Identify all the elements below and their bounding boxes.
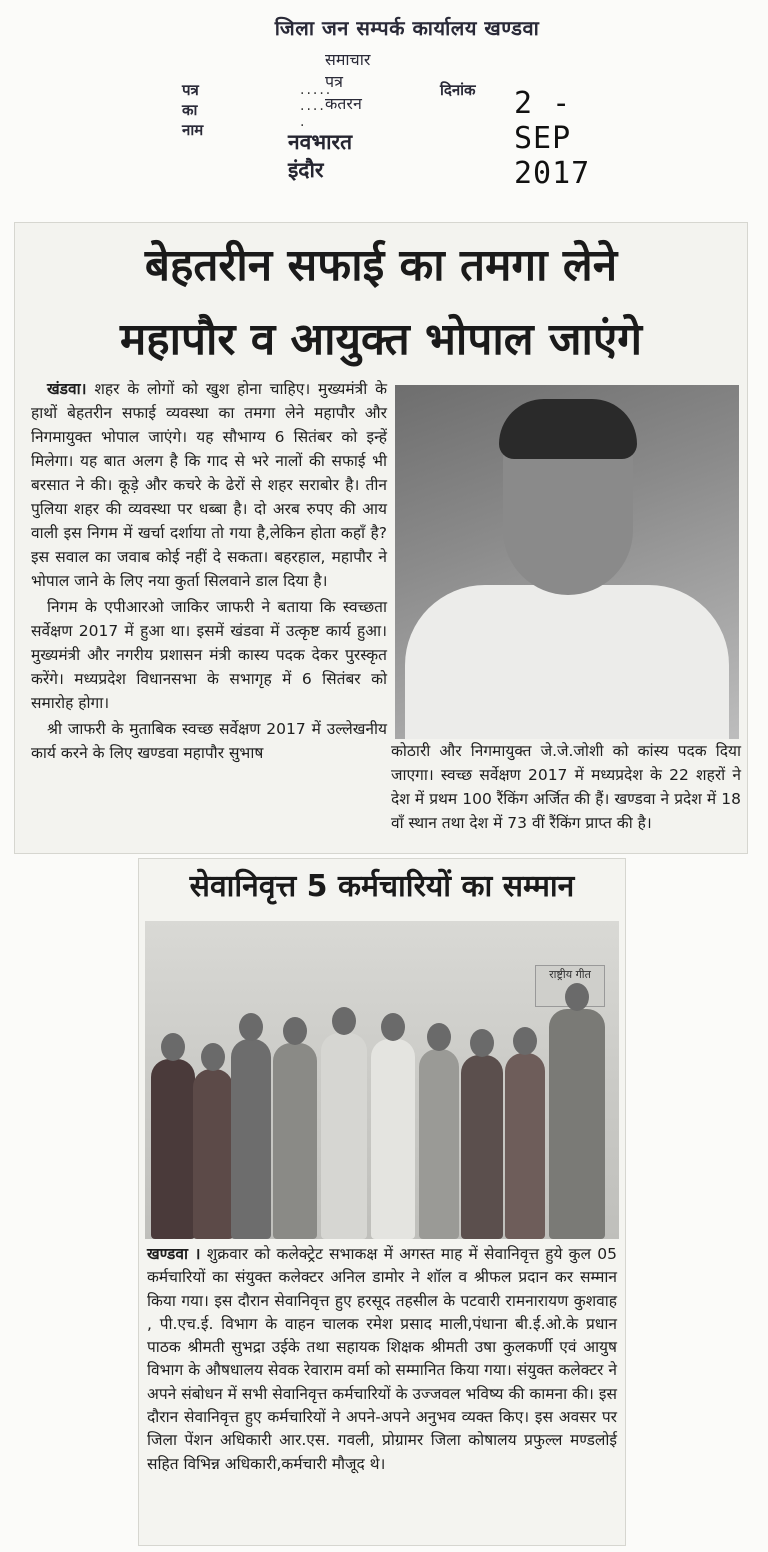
person-figure (273, 1043, 317, 1239)
article1-dateline: खंडवा। (47, 380, 87, 398)
article-clipping-retirement (138, 858, 626, 1546)
section-label: समाचार पत्र कतरन (325, 50, 371, 113)
person-face (565, 983, 589, 1011)
person-face (381, 1013, 405, 1041)
person-face (427, 1023, 451, 1051)
person-figure (461, 1055, 503, 1239)
office-name: जिला जन सम्पर्क कार्यालय खण्डवा (274, 16, 540, 40)
person-figure (231, 1039, 271, 1239)
article1-paragraph (31, 377, 387, 593)
person-face (161, 1033, 185, 1061)
person-face (470, 1029, 494, 1057)
article2-body (147, 1243, 617, 1476)
article-clipping-cleanliness (14, 222, 748, 854)
article2-dateline: खण्डवा । (147, 1245, 201, 1263)
article1-headline-line1: बेहतरीन सफाई का तमगा लेने (144, 240, 618, 291)
article1-body (31, 377, 387, 767)
article2-headline: सेवानिवृत्त 5 कर्मचारियों का सम्मान (189, 869, 575, 904)
article1-continued: कोठारी और निगमायुक्त जे.जे.जोशी को कांस्य पदक दिया जाएगा। स्वच्छ सर्वेक्षण 2017 में मध्यप्रदेश के 22 शहरों ने देश में प्रथम 100 रैंकिंग अर्जित की हैं। खण्डवा ने प्रदेश में 18 वाँ स्थान तथा देश में 73 वीं रैंकिंग प्राप्त की है। (391, 742, 741, 832)
article1-headline-line2: महापौर व आयुक्त भोपाल जाएंगे (119, 314, 643, 365)
photo-hair (499, 399, 637, 459)
article1-para3: श्री जाफरी के मुताबिक स्वच्छ सर्वेक्षण 2017 में उल्लेखनीय कार्य करने के लिए खण्डवा महापौर सुभाष (31, 720, 387, 762)
person-figure (549, 1009, 605, 1239)
person-face (201, 1043, 225, 1071)
person-figure (419, 1049, 459, 1239)
person-figure (505, 1053, 545, 1239)
person-face (283, 1017, 307, 1045)
newspaper-name: नवभारत इंदौर (288, 130, 353, 182)
person-figure (151, 1059, 195, 1239)
mayor-photo (395, 385, 739, 739)
article2-text: शुक्रवार को कलेक्ट्रेट सभाकक्ष में अगस्त माह में सेवानिवृत्त हुये कुल 05 कर्मचारियों का संयुक्त कलेक्टर अनिल डामोर ने शॉल व श्रीफल प्रदान कर सम्मान किया गया। इस दौरान सेवानिवृत्त हुए हरसूद तहसील के पटवारी रामनारायण कुशवाह , पी.एच.ई. विभाग के वाहन चालक रमेश प्रसाद माली,पंधाना बी.ई.ओ.के प्रधान पाठक श्रीमती सुभद्रा उईके तथा सहायक शिक्षक श्रीमती उषा कुलकर्णी एवं आयुष विभाग के औषधालय सेवक रेवाराम वर्मा को सम्मानित किया गया। संयुक्त कलेक्टर ने अपने संबोधन में सभी सेवानिवृत्त कर्मचारियों के उज्जवल भविष्य की कामना की। इस दौरान सेवानिवृत्त हुए कर्मचारियों ने अपने-अपने अनुभव व्यक्त किए। इस अवसर पर जिला पेंशन अधिकारी आर.एस. गवली, प्रोग्रामर जिला कोषालय प्रफुल्ल मण्डलोई सहित विभिन्न अधिकारी,कर्मचारी मौजूद थे। (147, 1245, 617, 1473)
person-figure (371, 1039, 415, 1239)
photo-shirt (405, 585, 729, 739)
stamp-date: 2 - SEP 2017 (514, 86, 591, 191)
paper-name-dots: ..... .... . (300, 82, 333, 130)
article1-para2: निगम के एपीआरओ जाकिर जाफरी ने बताया कि स्वच्छता सर्वेक्षण 2017 में हुआ था। इसमें खंडवा में उत्कृष्ट कार्य हुआ। मुख्यमंत्री और नगरीय प्रशासन मंत्री कास्य पदक देकर पुरस्कृत करेंगे। मध्यप्रदेश विधानसभा के सभागृह में 6 सितंबर को समारोह होगा। (31, 598, 387, 712)
person-figure (193, 1069, 233, 1239)
date-label: दिनांक (440, 81, 476, 99)
group-photo (145, 921, 619, 1239)
wall-sign: राष्ट्रीय गीत (535, 965, 605, 1007)
person-face (513, 1027, 537, 1055)
person-face (332, 1007, 356, 1035)
person-figure (321, 1033, 367, 1239)
article1-para1: शहर के लोगों को खुश होना चाहिए। मुख्यमंत्री के हाथों बेहतरीन सफाई व्यवस्था का तमगा लेने महापौर और निगमायुक्त भोपाल जाएंगे। यह सौभाग्य 6 सितंबर को इन्हें मिलेगा। यह बात अलग है कि गाद से भरे नालों की सफाई भी बरसात ने की। कूड़े और कचरे के ढेरों से शहर सराबोर है। तीन पुलिया शहर की व्यवस्था पर धब्बा है। दो अरब रुपए की आय वाली इस निगम में खर्चा दर्शाया तो गया है,लेकिन होता कहाँ है? इस सवाल का जवाब कोई नहीं दे सकता। बहरहाल, महापौर ने भोपाल जाने के लिए नया कुर्ता सिलवाने डाल दिया है। (31, 380, 387, 590)
paper-name-label: पत्र का नाम (182, 81, 204, 139)
person-face (239, 1013, 263, 1041)
